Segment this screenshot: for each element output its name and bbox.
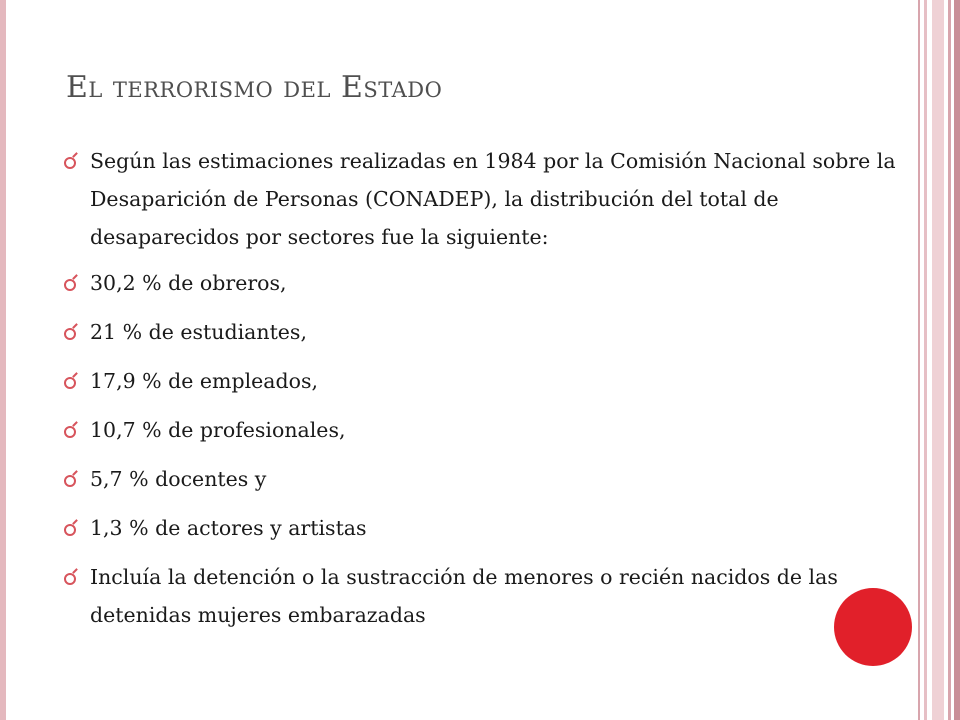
bullet-item xyxy=(62,362,902,400)
bullet-item xyxy=(62,411,902,449)
bullet-text: 5,7 % docentes y xyxy=(90,467,267,491)
bullet-text: Según las estimaciones realizadas en 1984 por la Comisión Nacional sobre la Desaparición de Personas (CONADEP), la distribución del total de desaparecidos por sectores fue la siguiente: xyxy=(90,149,896,249)
bullet-icon xyxy=(64,279,76,291)
right-border-stripes xyxy=(918,0,960,720)
left-border xyxy=(0,0,6,720)
border-stripe xyxy=(918,0,920,720)
bullet-item xyxy=(62,264,902,302)
bullet-icon xyxy=(64,377,76,389)
bullet-icon xyxy=(64,573,76,585)
bullet-item xyxy=(62,460,902,498)
bullet-text: 1,3 % de actores y artistas xyxy=(90,516,367,540)
red-circle-decoration xyxy=(834,588,912,666)
bullet-text: 10,7 % de profesionales, xyxy=(90,418,346,442)
bullet-item xyxy=(62,558,902,634)
bullet-item xyxy=(62,313,902,351)
border-stripe xyxy=(932,0,944,720)
bullet-text: 30,2 % de obreros, xyxy=(90,271,287,295)
bullet-icon xyxy=(64,524,76,536)
bullet-item xyxy=(62,509,902,547)
bullet-text: 21 % de estudiantes, xyxy=(90,320,307,344)
bullet-text: Incluía la detención o la sustracción de menores o recién nacidos de las detenidas mujeres embarazadas xyxy=(90,565,838,627)
bullet-text: 17,9 % de empleados, xyxy=(90,369,319,393)
slide-title: El terrorismo del Estado xyxy=(66,70,443,105)
bullet-icon xyxy=(64,426,76,438)
bullet-list xyxy=(62,142,902,645)
border-stripe xyxy=(954,0,960,720)
bullet-icon xyxy=(64,475,76,487)
bullet-icon xyxy=(64,328,76,340)
bullet-icon xyxy=(64,157,76,169)
border-stripe xyxy=(948,0,951,720)
bullet-item xyxy=(62,142,902,256)
border-stripe xyxy=(924,0,927,720)
